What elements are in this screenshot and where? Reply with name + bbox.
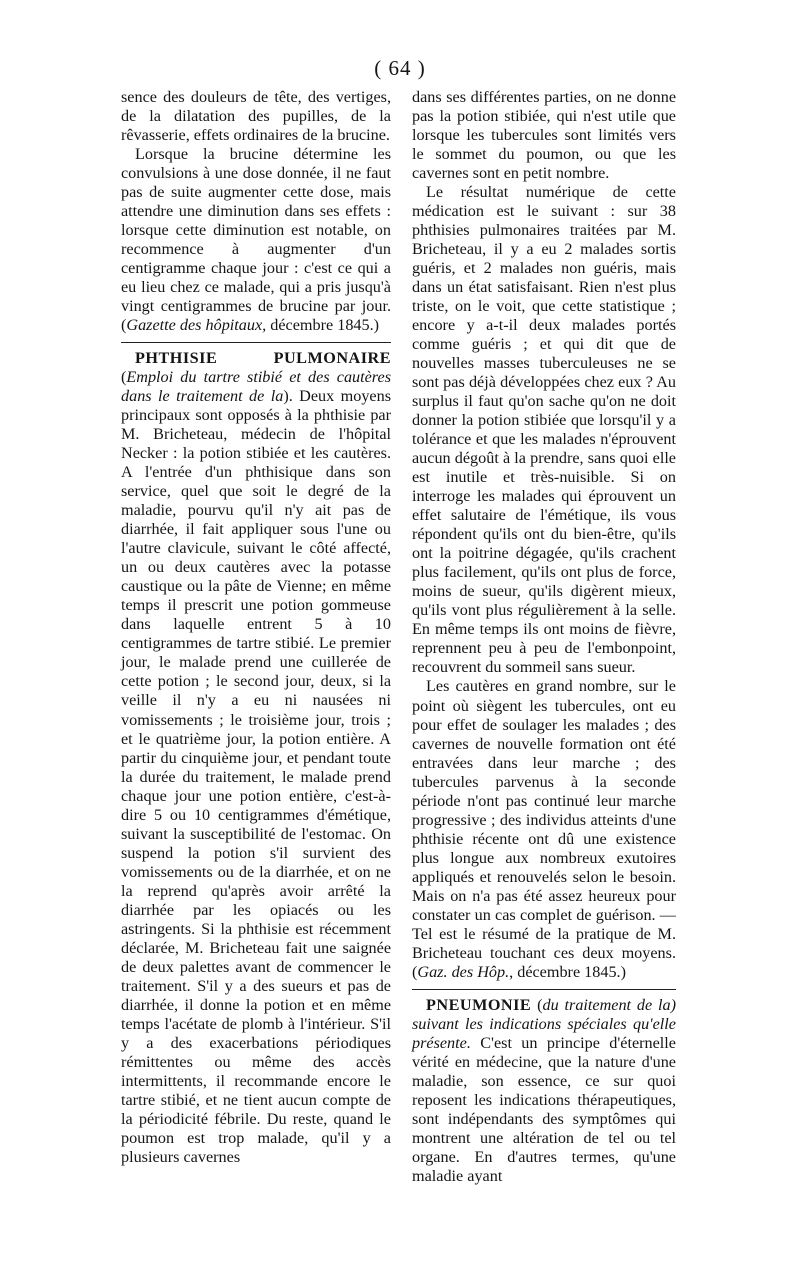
page-number: ( 64 ) bbox=[374, 56, 426, 80]
paragraph-statistics: Le résultat numérique de cette médication est le suivant : sur 38 phthisies pulmonaires traitées par M. Bricheteau, il y a eu 2 malades sortis guéris, et 2 malades non guéris, mais dans un état satisfaisant. Rien n'est plus triste, on le voit, que cette statistique ; encore y a-t-il deux malades portés comme guéris ; et qui dit que de nouvelles masses tuberculeuses ne se sont pas déjà développées chez eux ? Au surplus il faut qu'on sache qu'on ne doit donner la potion stibiée que lorsqu'il y a tolérance et que les malades n'éprouvent aucun dégoût à la prendre, sans quoi elle est inutile et très-nuisible. Si on interroge les malades qui éprouvent un effet salutaire de l'émétique, ils vous répondent qu'ils ont du bien-être, qu'ils ont la poitrine dégagée, qu'ils crachent plus facilement, qu'ils ont plus de force, moins de sueur, qu'ils digèrent mieux, qu'ils vont plus régulièrement à la selle. En même temps ils ont moins de fièvre, reprennent peu à peu de l'embonpoint, recouvrent du sommeil sans sueur. bbox=[412, 183, 676, 677]
paragraph-phthisie-continued: dans ses différentes parties, on ne donne pas la potion stibiée, qui n'est utile que lorsque les tubercules sont limités vers le sommet du poumon, ou que les cavernes sont en petit nombre. bbox=[412, 88, 676, 183]
section-divider bbox=[412, 989, 676, 990]
left-column bbox=[121, 88, 391, 1167]
right-column bbox=[412, 88, 676, 1186]
article-subtitle: Emploi du tartre stibié et des cautères dans le traitement de la bbox=[121, 368, 391, 406]
section-divider bbox=[121, 342, 391, 343]
paragraph-brucine-end: sence des douleurs de tête, des vertiges, de la dilatation des pupilles, de la rêvasserie, effets ordinaires de la brucine. bbox=[121, 88, 391, 145]
source-citation: Gazette des hôpitaux, bbox=[126, 316, 267, 335]
paragraph-cauteres: Les cautères en grand nombre, sur le point où siègent les tubercules, ont eu pour effet de soulager les malades ; des cavernes de nouvelle formation ont été entravées dans leur marche ; des tubercules parvenus à la seconde période n'ont pas continué leur marche progressive ; des individus atteints d'une phthisie récente ont dû une existence plus longue aux nombreux exutoires appliqués et renouvelés selon le besoin. Mais on n'a pas été assez heureux pour constater un cas complet de guérison. — Tel est le résumé de la pratique de M. Bricheteau touchant ces deux moyens. (Gaz. des Hôp., décembre 1845.) bbox=[412, 677, 676, 981]
article-heading: PNEUMONIE bbox=[426, 995, 532, 1014]
source-citation: Gaz. des Hôp. bbox=[417, 962, 510, 981]
article-subtitle: du traitement de la) suivant les indications spéciales qu'elle présente. bbox=[412, 995, 677, 1052]
article-heading: PHTHISIE PULMONAIRE bbox=[135, 349, 391, 368]
article-phthisie: PHTHISIE PULMONAIRE (Emploi du tartre stibié et des cautères dans le traitement de la). Deux moyens principaux sont opposés à la phthisie par M. Bricheteau, médecin de l'hôpital Necker : la potion stibiée et les cautères. A l'entrée d'un phthisique dans son service, quel que soit le degré de la maladie, pourvu qu'il n'y ait pas de diarrhée, il fait appliquer sous l'une ou l'autre clavicule, suivant le côté affecté, un ou deux cautères avec la potasse caustique ou la pâte de Vienne; en même temps il prescrit une potion gommeuse dans laquelle entrent 5 à 10 centigrammes de tartre stibié. Le premier jour, le malade prend une cuillerée de cette potion ; le second jour, deux, si la veille il n'y a eu ni nausées ni vomissements ; le troisième jour, trois ; et le quatrième jour, la potion entière. A partir du cinquième jour, et pendant toute la durée du traitement, le malade prend chaque jour une potion entière, c'est-à-dire 5 ou 10 centigrammes d'émétique, suivant la susceptibilité de l'estomac. On suspend la potion s'il survient des vomissements ou de la diarrhée, et on ne la reprend qu'après avoir arrêté la diarrhée par les opiacés ou les astringents. Si la phthisie est récemment déclarée, M. Bricheteau fait une saignée de deux palettes avant de commencer le traitement. S'il y a des sueurs et pas de diarrhée, il donne la potion et en même temps l'acétate de plomb à l'intérieur. S'il y a des exacerbations périodiques rémittentes ou même des accès intermittents, il recommande encore le tartre stibié, et ne tient aucun compte de la périodicité fébrile. Du reste, quand le poumon est trop malade, qu'il y a plusieurs cavernes bbox=[121, 349, 392, 1166]
article-pneumonie: PNEUMONIE (du traitement de la) suivant les indications spéciales qu'elle présente. C'est un principe d'éternelle vérité en médecine, que la nature d'une maladie, son essence, ce sur quoi reposent les indications thérapeutiques, sont indépendants des symptômes qui montrent une altération de tel ou tel organe. En d'autres termes, qu'une maladie ayant bbox=[412, 995, 677, 1185]
paragraph-brucine-dosage: Lorsque la brucine détermine les convulsions à une dose donnée, il ne faut pas de suite augmenter cette dose, mais attendre une diminution dans ses effets : lorsque cette diminution est notable, on recommence à augmenter d'un centigramme chaque jour : c'est ce qui a eu lieu chez ce malade, qui a pris jusqu'à vingt centigrammes de brucine par jour. (Gazette des hôpitaux, décembre 1845.) bbox=[121, 145, 391, 335]
